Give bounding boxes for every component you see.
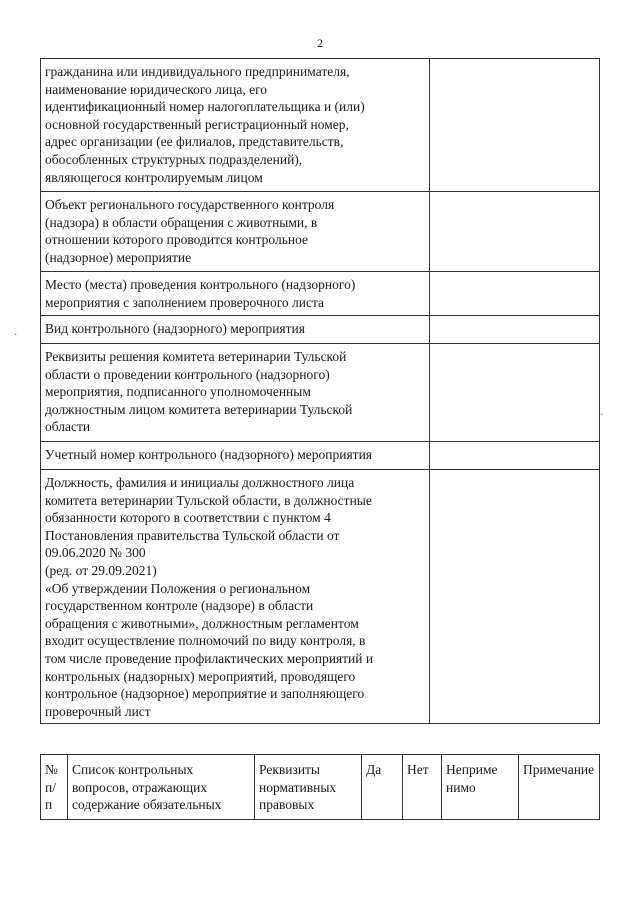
info-label-registration-number: Учетный номер контрольного (надзорного) мероприятия [41, 442, 430, 470]
info-row-controlled-person [41, 59, 600, 192]
info-value-registration-number [429, 442, 599, 470]
info-value-control-object [429, 192, 599, 272]
info-label-decision-details: Реквизиты решения комитета ветеринарии Тульской области о проведении контрольного (надзорного) мероприятия, подписанного уполномоченным должностным лицом комитета ветеринарии Тульской области [41, 344, 430, 442]
info-row-control-object [41, 192, 600, 272]
info-label-location: Место (места) проведения контрольного (надзорного) мероприятия с заполнением проверочного листа [41, 272, 430, 316]
info-row-event-type [41, 316, 600, 344]
header-no: Нет [403, 755, 442, 820]
header-not-applicable: Неприме нимо [442, 755, 519, 820]
checklist-header-table [40, 754, 600, 820]
info-value-controlled-person [429, 59, 599, 192]
info-label-control-object: Объект регионального государственного контроля (надзора) в области обращения с животными, в отношении которого проводится контрольное (надзорное) мероприятие [41, 192, 430, 272]
info-row-location [41, 272, 600, 316]
header-number: № п/ п [41, 755, 68, 820]
info-row-registration-number [41, 442, 600, 470]
header-legal-acts: Реквизиты нормативных правовых [255, 755, 362, 820]
info-row-decision-details [41, 344, 600, 442]
info-label-official: Должность, фамилия и инициалы должностного лица комитета ветеринарии Тульской области, в должностные обязанности которого в соответствии с пунктом 4 Постановления правительства Тульской области от 09.06.2020 № 300 (ред. от 29.09.2021) «Об утверждении Положения о региональном государственном контроле (надзоре) в области обращения с животными», должностным регламентом входит осуществление полномочий по виду контроля, в том числе проведение профилактических мероприятий и контрольных (надзорных) мероприятий, проводящего контрольное (надзорное) мероприятие и заполняющего проверочный лист [41, 470, 430, 724]
header-yes: Да [362, 755, 403, 820]
info-value-decision-details [429, 344, 599, 442]
header-questions: Список контрольных вопросов, отражающих содержание обязательных [68, 755, 255, 820]
scan-mark: · [14, 330, 18, 341]
inspection-info-table [40, 58, 600, 724]
checklist-header-row [41, 755, 600, 820]
info-value-event-type [429, 316, 599, 344]
page-number: 2 [317, 36, 323, 50]
info-value-location [429, 272, 599, 316]
info-row-official [41, 470, 600, 724]
header-note: Примечание [519, 755, 600, 820]
scan-mark: · [600, 410, 604, 421]
info-value-official [429, 470, 599, 724]
info-label-controlled-person: гражданина или индивидуального предпринимателя, наименование юридического лица, его идентификационный номер налогоплательщика и (или) основной государственный регистрационный номер, адрес организации (ее филиалов, представительств, обособленных структурных подразделений), являющегося контролируемым лицом [41, 59, 430, 192]
info-label-event-type: Вид контрольного (надзорного) мероприятия [41, 316, 430, 344]
